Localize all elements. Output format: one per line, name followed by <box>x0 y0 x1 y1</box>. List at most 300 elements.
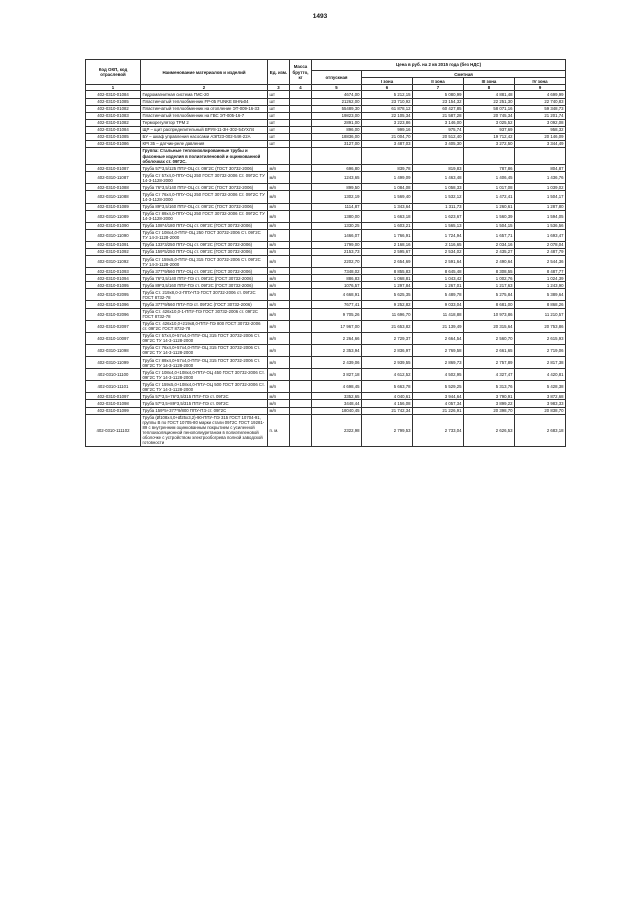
table-row <box>86 241 566 248</box>
price-zone-2: 8 645,48 <box>413 268 464 275</box>
price-zone-1: 3 223,86 <box>362 119 413 126</box>
empty-cell <box>515 147 566 164</box>
price-zone-3: 3 899,22 <box>464 400 515 407</box>
table-row <box>86 407 566 414</box>
price-release: 2202,70 <box>312 256 362 268</box>
price-zone-1: 9 252,82 <box>362 301 413 308</box>
column-index: 4 <box>290 85 312 91</box>
gross-weight <box>290 282 312 289</box>
price-zone-1: 1 343,64 <box>362 203 413 210</box>
price-zone-3: 3 790,91 <box>464 393 515 400</box>
table-row <box>86 381 566 393</box>
okp-code: 402-0310-01093 <box>86 268 141 275</box>
table-row <box>86 414 566 446</box>
page-number: 1493 <box>312 13 328 20</box>
table-row <box>86 210 566 222</box>
price-zone-3: 2 560,70 <box>464 332 515 344</box>
gross-weight <box>290 210 312 222</box>
gross-weight <box>290 400 312 407</box>
price-zone-1: 4 612,52 <box>362 369 413 381</box>
table-row <box>86 369 566 381</box>
gross-weight <box>290 105 312 112</box>
price-zone-3: 5 275,84 <box>464 289 515 301</box>
header-code: Код ОКП, код отраслевой <box>86 60 141 85</box>
price-zone-2: 2 534,02 <box>413 248 464 255</box>
okp-code: 402-0310-11101 <box>86 381 141 393</box>
price-zone-4: 1 287,80 <box>515 203 566 210</box>
price-zone-2: 5 489,78 <box>413 289 464 301</box>
price-zone-3: 1 560,39 <box>464 210 515 222</box>
table-row <box>86 400 566 407</box>
price-zone-4: 3 872,68 <box>515 393 566 400</box>
table-row <box>86 344 566 356</box>
price-zone-4: 804,87 <box>515 165 566 172</box>
header-zone-4: IV зона <box>515 78 566 85</box>
okp-code: 402-0310-01095 <box>86 282 141 289</box>
unit: м/п <box>268 332 290 344</box>
okp-code: 402-0310-11098 <box>86 344 141 356</box>
item-name: Труба (Ø108х4,0+Ø25х3,2)-90-ППУ-ПЭ 315 ГОСТ 10704-91, группы В по ГОСТ 10705-80 марки стали 09Г2С ГОСТ 19281-89 с внутренним оцинкованным покрытием с усиленной теплоизоляционной пенополиуретаном в полиэтиленовой оболочке с устройством электрообогрева полной заводской готовности <box>141 414 268 446</box>
gross-weight <box>290 414 312 446</box>
price-zone-4: 20 753,86 <box>515 320 566 332</box>
price-release: 18836,00 <box>312 133 362 140</box>
gross-weight <box>290 119 312 126</box>
gross-weight <box>290 393 312 400</box>
header-zone-2: II зона <box>413 78 464 85</box>
price-table <box>85 59 566 447</box>
item-name: Труба 57*3,5+76*3,5/315 ППУ-ПЭ ст. 09Г2С <box>141 393 268 400</box>
table-row <box>86 165 566 172</box>
price-zone-2: 1 058,33 <box>413 184 464 191</box>
table-header <box>86 60 566 91</box>
column-index: 2 <box>141 85 268 91</box>
price-zone-2: 1 724,94 <box>413 229 464 241</box>
gross-weight <box>290 256 312 268</box>
unit: м/п <box>268 282 290 289</box>
price-release: 2322,98 <box>312 414 362 446</box>
okp-code: 402-0310-11099 <box>86 357 141 369</box>
item-name: Труба Ст 89х4,0+57х4,0-ППУ-ОЦ 315 ГОСТ 30732-2006 Ст. 09Г2С ТУ 14-3-1128-2000 <box>141 357 268 369</box>
table-row <box>86 248 566 255</box>
price-zone-4: 8 868,26 <box>515 301 566 308</box>
price-zone-4: 2 817,38 <box>515 357 566 369</box>
price-zone-4: 20 838,70 <box>515 407 566 414</box>
header-unit: Ед. изм. <box>268 60 290 85</box>
price-zone-1: 1 297,84 <box>362 282 413 289</box>
price-zone-3: 1 017,08 <box>464 184 515 191</box>
unit: м/п <box>268 275 290 282</box>
price-zone-3: 1 002,76 <box>464 275 515 282</box>
price-release: 4 668,91 <box>312 289 362 301</box>
column-index: 6 <box>362 85 413 91</box>
group-title: Группа: Стальные теплоизолированные трубы и фасонные изделия в полиэтиленовой и оцинкованной оболочках ст. 09Г2С. <box>141 147 268 164</box>
gross-weight <box>290 268 312 275</box>
price-zone-1: 23 710,92 <box>362 98 413 105</box>
unit: шт <box>268 112 290 119</box>
price-zone-1: 21 742,34 <box>362 407 413 414</box>
price-zone-3: 1 657,71 <box>464 229 515 241</box>
item-name: КРІ 35 – датчик-реле давления <box>141 140 268 147</box>
price-zone-2: 60 427,85 <box>413 105 464 112</box>
unit: м/п <box>268 222 290 229</box>
price-zone-3: 937,69 <box>464 126 515 133</box>
item-name: Труба 76*3,5/140 ППУ-ОЦ ст. 09Г2С (ГОСТ 30732-2006) <box>141 184 268 191</box>
gross-weight <box>290 357 312 369</box>
empty-cell <box>290 147 312 164</box>
price-zone-1: 5 663,78 <box>362 381 413 393</box>
price-zone-3: 1 406,45 <box>464 172 515 184</box>
unit: м/п <box>268 344 290 356</box>
price-release: 55489,30 <box>312 105 362 112</box>
table-row <box>86 332 566 344</box>
unit: м/п <box>268 407 290 414</box>
table-row <box>86 268 566 275</box>
item-name: Труба Ст 89х4,0-ППУ-ОЦ 250 ГОСТ 30732-2006 Ст. 09Г2С ТУ 14-3-1128-2000 <box>141 210 268 222</box>
table-row <box>86 184 566 191</box>
price-zone-2: 20 512,40 <box>413 133 464 140</box>
price-zone-2: 819,83 <box>413 165 464 172</box>
gross-weight <box>290 133 312 140</box>
table-row <box>86 320 566 332</box>
price-zone-3: 1 260,61 <box>464 203 515 210</box>
table-row <box>86 119 566 126</box>
item-name: Труба 76*3,5/140 ППУ-ПЭ ст. 09Г2С (ГОСТ 30732-2006) <box>141 275 268 282</box>
item-name: Труба 377*9/560 ППУ-ПЭ ст. 09Г2С (ГОСТ 30732-2006) <box>141 301 268 308</box>
header-release: отпускная <box>312 71 362 85</box>
okp-code: 402-0310-11088 <box>86 191 141 203</box>
price-zone-4: 2 078,04 <box>515 241 566 248</box>
price-zone-2: 4 502,95 <box>413 369 464 381</box>
price-zone-2: 3 146,00 <box>413 119 464 126</box>
price-zone-2: 3 405,30 <box>413 140 464 147</box>
price-zone-1: 22 105,34 <box>362 112 413 119</box>
price-release: 1302,19 <box>312 191 362 203</box>
gross-weight <box>290 407 312 414</box>
unit: м/п <box>268 229 290 241</box>
price-zone-2: 1 463,48 <box>413 172 464 184</box>
price-release: 696,80 <box>312 165 362 172</box>
price-release: 2 439,06 <box>312 357 362 369</box>
empty-cell <box>312 147 362 164</box>
price-zone-1: 2 654,69 <box>362 256 413 268</box>
unit: м/п <box>268 203 290 210</box>
item-name: Пластинчатый теплообменник FP-05 FUNKE ВН№04 <box>141 98 268 105</box>
gross-weight <box>290 191 312 203</box>
price-zone-2: 9 033,04 <box>413 301 464 308</box>
table-row <box>86 275 566 282</box>
item-name: Труба Ст. 426х10,0+219х8,0-ППУ-ПЭ 800 ГОСТ 30732-2006 ст. 09Г2С ГОСТ 8732-78 <box>141 320 268 332</box>
okp-code: 402-0310-01098 <box>86 400 141 407</box>
price-release: 2891,00 <box>312 119 362 126</box>
price-zone-1: 2 799,53 <box>362 414 413 446</box>
item-name: Труба Ст 57х4,0+57х4,0-ППУ-ОЦ 315 ГОСТ 30732-2006 Ст. 09Г2С ТУ 14-3-1128-2000 <box>141 332 268 344</box>
table-row <box>86 289 566 301</box>
item-name: Пластинчатый теплообменник на ГВС ЭТ-005-16-7 <box>141 112 268 119</box>
unit: п. м. <box>268 414 290 446</box>
price-zone-4: 5 389,64 <box>515 289 566 301</box>
price-release: 1799,00 <box>312 241 362 248</box>
okp-code: 402-0310-02096 <box>86 308 141 320</box>
gross-weight <box>290 222 312 229</box>
price-zone-2: 2 664,54 <box>413 332 464 344</box>
price-zone-4: 1 594,05 <box>515 210 566 222</box>
price-zone-4: 3 344,49 <box>515 140 566 147</box>
price-zone-1: 2 836,97 <box>362 344 413 356</box>
item-name: Труба 159*5/250 ППУ-ОЦ ст. 09Г2С (ГОСТ 30732-2006) <box>141 248 268 255</box>
price-zone-3: 20 398,70 <box>464 407 515 414</box>
okp-code: 402-0310-01085 <box>86 133 141 140</box>
price-zone-1: 4 040,61 <box>362 393 413 400</box>
unit: м/п <box>268 248 290 255</box>
price-release: 4 698,45 <box>312 381 362 393</box>
price-zone-4: 2 615,93 <box>515 332 566 344</box>
unit: м/п <box>268 172 290 184</box>
unit: м/п <box>268 301 290 308</box>
okp-code: 402-0310-01089 <box>86 203 141 210</box>
column-index: 7 <box>413 85 464 91</box>
price-zone-4: 1 039,02 <box>515 184 566 191</box>
price-zone-2: 21 587,28 <box>413 112 464 119</box>
price-zone-4: 2 544,36 <box>515 256 566 268</box>
price-zone-2: 2 769,58 <box>413 344 464 356</box>
empty-cell <box>413 147 464 164</box>
gross-weight <box>290 126 312 133</box>
price-zone-3: 1 504,15 <box>464 222 515 229</box>
item-name: Труба Ст 76х4,0+57х4,0-ППУ-ОЦ 315 ГОСТ 30732-2006 Ст. 09Г2С ТУ 14-3-1128-2000 <box>141 344 268 356</box>
price-release: 18040,45 <box>312 407 362 414</box>
unit: м/п <box>268 184 290 191</box>
price-zone-3: 1 217,63 <box>464 282 515 289</box>
gross-weight <box>290 275 312 282</box>
price-release: 896,00 <box>312 126 362 133</box>
column-index: 5 <box>312 85 362 91</box>
gross-weight <box>290 172 312 184</box>
price-zone-3: 10 973,86 <box>464 308 515 320</box>
column-index: 9 <box>515 85 566 91</box>
price-zone-1: 11 696,70 <box>362 308 413 320</box>
okp-code: 402-0310-01083 <box>86 112 141 119</box>
okp-code: 402-0310-01084 <box>86 91 141 98</box>
price-zone-1: 1 766,91 <box>362 229 413 241</box>
price-zone-2: 21 226,91 <box>413 407 464 414</box>
item-name: Труба 377*9/560 ППУ-ОЦ ст. 09Г2С (ГОСТ 30732-2006) <box>141 268 268 275</box>
column-index: 1 <box>86 85 141 91</box>
empty-cell <box>268 147 290 164</box>
unit: м/п <box>268 369 290 381</box>
unit: шт <box>268 119 290 126</box>
table-row <box>86 203 566 210</box>
price-release: 3352,65 <box>312 393 362 400</box>
price-release: 1243,65 <box>312 172 362 184</box>
table-row <box>86 98 566 105</box>
price-zone-3: 3 025,52 <box>464 119 515 126</box>
price-zone-1: 1 603,21 <box>362 222 413 229</box>
gross-weight <box>290 184 312 191</box>
okp-code: 402-0310-01090 <box>86 222 141 229</box>
price-zone-1: 2 168,16 <box>362 241 413 248</box>
gross-weight <box>290 308 312 320</box>
item-name: Труба 57*3,5/125 ППУ-ОЦ ст. 09Г2С (ГОСТ 30732-2006) <box>141 165 268 172</box>
table-row <box>86 133 566 140</box>
okp-code: 402-0310-01091 <box>86 241 141 248</box>
okp-code: 402-0310-01082 <box>86 105 141 112</box>
price-zone-1: 5 625,35 <box>362 289 413 301</box>
item-name: Терморегулятор ТРМ 2 <box>141 119 268 126</box>
header-gross: Масса брутто, кг <box>290 60 312 85</box>
price-zone-1: 4 156,08 <box>362 400 413 407</box>
price-release: 2 353,94 <box>312 344 362 356</box>
price-zone-4: 1 243,90 <box>515 282 566 289</box>
unit: шт <box>268 126 290 133</box>
price-zone-4: 1 024,39 <box>515 275 566 282</box>
price-zone-4: 3 092,08 <box>515 119 566 126</box>
unit: шт <box>268 133 290 140</box>
gross-weight <box>290 241 312 248</box>
item-name: Труба 89*3,5/160 ППУ-ОЦ ст. 09Г2С (ГОСТ 30732-2006) <box>141 203 268 210</box>
okp-code: 402-0310-01085 <box>86 98 141 105</box>
empty-cell <box>86 147 141 164</box>
okp-code: 402-0310-01088 <box>86 184 141 191</box>
price-zone-4: 958,32 <box>515 126 566 133</box>
item-name: Гидромагнитная система ГМС-20 <box>141 91 268 98</box>
okp-code: 402-0310-11092 <box>86 256 141 268</box>
gross-weight <box>290 229 312 241</box>
price-zone-1: 1 499,09 <box>362 172 413 184</box>
price-zone-2: 2 733,04 <box>413 414 464 446</box>
gross-weight <box>290 344 312 356</box>
price-zone-1: 1 569,40 <box>362 191 413 203</box>
price-release: 7348,02 <box>312 268 362 275</box>
okp-code: 402-0310-01086 <box>86 140 141 147</box>
unit: шт <box>268 98 290 105</box>
okp-code: 402-0310-11089 <box>86 210 141 222</box>
unit: м/п <box>268 289 290 301</box>
gross-weight <box>290 203 312 210</box>
gross-weight <box>290 91 312 98</box>
item-name: Труба Ст. 426х10,0-1-ППУ-ПЭ ГОСТ 30732-2006 ст. 09Г2С ГОСТ 8732-78 <box>141 308 268 320</box>
okp-code: 402-0310-02097 <box>86 320 141 332</box>
column-index: 8 <box>464 85 515 91</box>
okp-code: 402-0310-01082 <box>86 119 141 126</box>
price-zone-2: 11 418,88 <box>413 308 464 320</box>
price-zone-4: 1 536,56 <box>515 222 566 229</box>
price-zone-4: 20 146,09 <box>515 133 566 140</box>
price-release: 886,83 <box>312 275 362 282</box>
gross-weight <box>290 381 312 393</box>
gross-weight <box>290 301 312 308</box>
price-release: 3127,00 <box>312 140 362 147</box>
table-row <box>86 172 566 184</box>
unit: м/п <box>268 165 290 172</box>
price-zone-1: 3 487,03 <box>362 140 413 147</box>
okp-code: 402-0310-111102 <box>86 414 141 446</box>
okp-code: 402-0310-11100 <box>86 369 141 381</box>
gross-weight <box>290 289 312 301</box>
price-zone-2: 1 565,13 <box>413 222 464 229</box>
gross-weight <box>290 165 312 172</box>
price-zone-3: 2 435,27 <box>464 248 515 255</box>
item-name: Труба Ст 159х5,0+108х4,0-ППУ-ОЦ 500 ГОСТ 30732-2006 Ст. 09Г2С ТУ 14-3-1128-2000 <box>141 381 268 393</box>
price-zone-1: 2 729,37 <box>362 332 413 344</box>
item-name: Труба 89*3,5/160 ППУ-ПЭ ст. 09Г2С (ГОСТ 30732-2006) <box>141 282 268 289</box>
gross-weight <box>290 112 312 119</box>
table-row <box>86 357 566 369</box>
unit: м/п <box>268 256 290 268</box>
okp-code: 402-0310-01092 <box>86 248 141 255</box>
price-zone-3: 19 712,42 <box>464 133 515 140</box>
item-name: Пластинчатый теплообменник на отопление ЭТ-009-16-33 <box>141 105 268 112</box>
group-row <box>86 147 566 164</box>
price-release: 1380,00 <box>312 210 362 222</box>
price-zone-1: 1 068,81 <box>362 275 413 282</box>
header-zone-1: I зона <box>362 78 413 85</box>
unit: м/п <box>268 210 290 222</box>
table-body <box>86 91 566 447</box>
price-zone-2: 5 529,25 <box>413 381 464 393</box>
price-zone-4: 59 348,73 <box>515 105 566 112</box>
price-zone-1: 999,16 <box>362 126 413 133</box>
price-zone-4: 2 719,06 <box>515 344 566 356</box>
unit: м/п <box>268 400 290 407</box>
price-zone-2: 2 591,64 <box>413 256 464 268</box>
gross-weight <box>290 369 312 381</box>
price-zone-1: 1 663,18 <box>362 210 413 222</box>
price-zone-1: 839,78 <box>362 165 413 172</box>
price-zone-3: 5 313,76 <box>464 381 515 393</box>
price-zone-3: 58 071,16 <box>464 105 515 112</box>
table-row <box>86 126 566 133</box>
okp-code: 402-0310-01096 <box>86 301 141 308</box>
column-index: 3 <box>268 85 290 91</box>
price-zone-2: 1 311,73 <box>413 203 464 210</box>
price-zone-4: 1 693,47 <box>515 229 566 241</box>
price-zone-4: 22 740,83 <box>515 98 566 105</box>
okp-code: 402-0310-01094 <box>86 275 141 282</box>
unit: м/п <box>268 320 290 332</box>
price-zone-3: 2 490,64 <box>464 256 515 268</box>
price-zone-3: 8 308,55 <box>464 268 515 275</box>
price-release: 21262,00 <box>312 98 362 105</box>
price-zone-3: 2 661,65 <box>464 344 515 356</box>
header-price: Цена в руб. на 2 кв 2015 года (без НДС) <box>312 60 566 71</box>
price-zone-3: 4 881,48 <box>464 91 515 98</box>
price-release: 9 705,26 <box>312 308 362 320</box>
price-zone-2: 21 139,49 <box>413 320 464 332</box>
unit: м/п <box>268 241 290 248</box>
price-zone-2: 1 623,67 <box>413 210 464 222</box>
okp-code: 402-0310-01097 <box>86 393 141 400</box>
price-release: 3448,44 <box>312 400 362 407</box>
gross-weight <box>290 320 312 332</box>
item-name: Труба Ст 159х5,0-ППУ-ОЦ 315 ГОСТ 30732-2006 Ст. 09Г2С ТУ 14-3-1128-2000 <box>141 256 268 268</box>
unit: м/п <box>268 357 290 369</box>
unit: шт <box>268 91 290 98</box>
unit: м/п <box>268 308 290 320</box>
price-release: 2 264,66 <box>312 332 362 344</box>
price-zone-3: 2 757,89 <box>464 357 515 369</box>
price-zone-4: 5 428,38 <box>515 381 566 393</box>
empty-cell <box>362 147 413 164</box>
price-release: 3 827,18 <box>312 369 362 381</box>
price-release: 19823,00 <box>312 112 362 119</box>
price-zone-4: 3 983,33 <box>515 400 566 407</box>
table-row <box>86 140 566 147</box>
price-zone-2: 2 869,73 <box>413 357 464 369</box>
table-row <box>86 256 566 268</box>
price-zone-3: 787,86 <box>464 165 515 172</box>
price-zone-4: 4 420,81 <box>515 369 566 381</box>
price-zone-1: 8 855,83 <box>362 268 413 275</box>
